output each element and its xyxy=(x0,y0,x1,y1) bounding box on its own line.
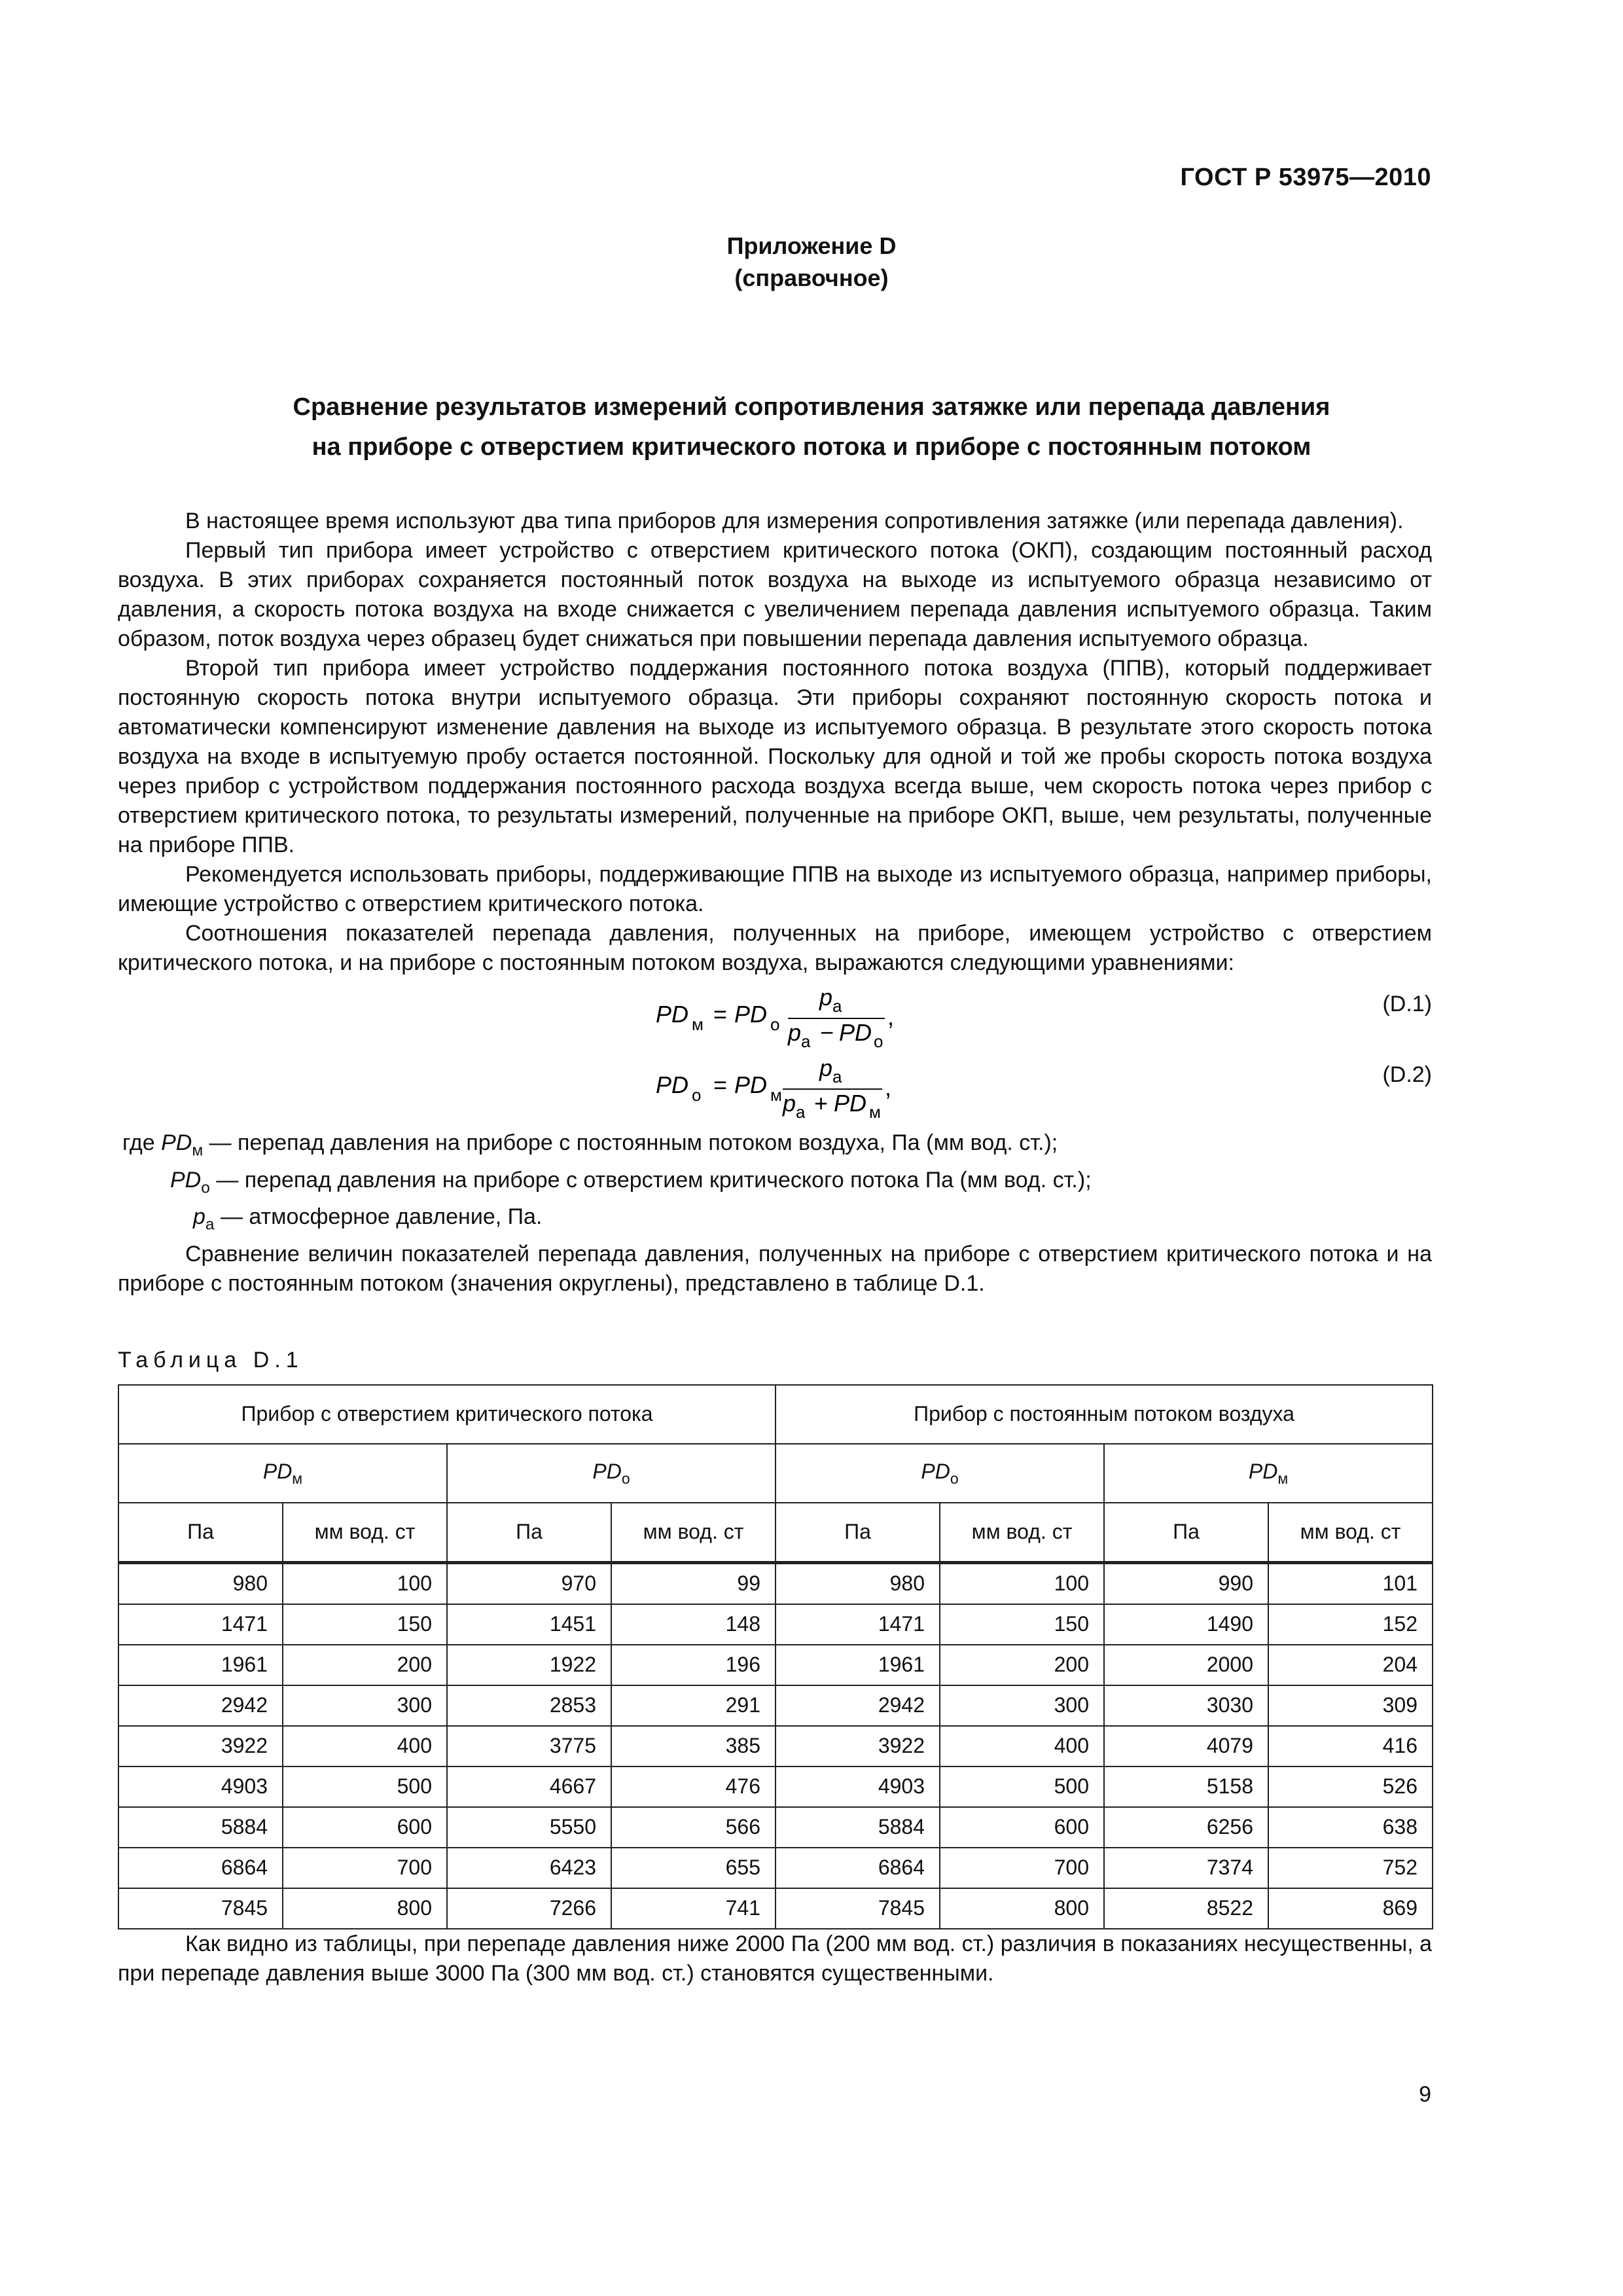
table-cell: 526 xyxy=(1268,1767,1433,1807)
table-cell: 2853 xyxy=(447,1685,611,1726)
table-unit-header: мм вод. ст xyxy=(940,1503,1104,1563)
table-cell: 200 xyxy=(283,1645,447,1685)
table-cell: 400 xyxy=(940,1726,1104,1767)
formula-equals: = xyxy=(713,1071,728,1098)
formula-subscript: м xyxy=(692,1014,704,1034)
formula-subscript: a xyxy=(832,996,842,1016)
table-cell: 980 xyxy=(118,1562,283,1604)
formula-d2-svg xyxy=(118,1049,1099,1119)
table-unit-header: мм вод. ст xyxy=(1268,1503,1433,1563)
table-cell: 741 xyxy=(611,1888,776,1929)
table-cell: 101 xyxy=(1268,1562,1433,1604)
legend-row xyxy=(118,1166,1432,1203)
table-cell: 100 xyxy=(283,1562,447,1604)
formula-operator: − xyxy=(820,1019,834,1046)
table-cell: 3775 xyxy=(447,1726,611,1767)
formula-term: PD xyxy=(656,1071,689,1098)
table-cell: 1451 xyxy=(447,1604,611,1645)
table-cell: 7374 xyxy=(1104,1848,1268,1888)
table-row xyxy=(118,1888,1433,1929)
table-cell: 700 xyxy=(940,1848,1104,1888)
symbol-legend xyxy=(118,1128,1432,1240)
paragraph: В настоящее время используют два типа приборов для измерения сопротивления затяжке (или перепада давления). xyxy=(185,509,1404,533)
formula-denominator: p xyxy=(783,1090,796,1117)
table-unit-header-row xyxy=(118,1503,1433,1563)
table-cell: 980 xyxy=(776,1562,940,1604)
table-cell: 5550 xyxy=(447,1807,611,1848)
table-cell: 2942 xyxy=(118,1685,283,1726)
legend-subscript: a xyxy=(205,1215,215,1234)
appendix-title xyxy=(118,387,1505,467)
appendix-label: Приложение D xyxy=(726,232,897,259)
table-group-header-row xyxy=(118,1385,1433,1444)
table-cell: 800 xyxy=(283,1888,447,1929)
formula-d2 xyxy=(118,1049,1432,1119)
table-group-header: Прибор с отверстием критического потока xyxy=(118,1385,776,1444)
legend-row xyxy=(118,1202,1432,1240)
table-cell: 5884 xyxy=(776,1807,940,1848)
table-subheader-row xyxy=(118,1444,1433,1503)
formula-subscript: a xyxy=(832,1067,842,1086)
paragraph: Первый тип прибора имеет устройство с отверстием критического потока (ОКП), создающим постоянный расход воздуха. В этих приборах сохраняется постоянный поток воздуха на выходе из испытуемого образца независимо от давления, а скорость потока воздуха на входе снижается с увеличением перепада давления испытуемого образца. Таким образом, поток воздуха через образец будет снижаться при повышении перепада давления испытуемого образца. xyxy=(118,538,1432,651)
table-cell: 291 xyxy=(611,1685,776,1726)
table-cell: 200 xyxy=(940,1645,1104,1685)
table-cell: 700 xyxy=(283,1848,447,1888)
table-cell: 3922 xyxy=(118,1726,283,1767)
table-cell: 6864 xyxy=(776,1848,940,1888)
table-cell: 204 xyxy=(1268,1645,1433,1685)
formula-denominator: PD xyxy=(839,1019,872,1046)
formula-numerator: p xyxy=(819,1054,833,1081)
table-cell: 500 xyxy=(940,1767,1104,1807)
formula-comma: , xyxy=(887,1003,895,1030)
paragraph: Рекомендуется использовать приборы, поддерживающие ППВ на выходе из испытуемого образца, например приборы, имеющие устройство с отверстием критического потока. xyxy=(118,862,1432,916)
legend-subscript: о xyxy=(201,1179,210,1197)
table-cell: 1471 xyxy=(776,1604,940,1645)
formula-numerator: p xyxy=(819,984,833,1011)
table-cell: 3922 xyxy=(776,1726,940,1767)
table-cell: 655 xyxy=(611,1848,776,1888)
table-cell: 300 xyxy=(940,1685,1104,1726)
comparison-table xyxy=(118,1384,1433,1929)
subheader-subscript: м xyxy=(292,1469,303,1487)
table-cell: 8522 xyxy=(1104,1888,1268,1929)
legend-row xyxy=(118,1128,1432,1166)
legend-symbol: PD xyxy=(170,1167,202,1193)
table-unit-header: мм вод. ст xyxy=(283,1503,447,1563)
paragraph: Соотношения показателей перепада давления, полученных на приборе, имеющем устройство с отверстием критического потока, и на приборе с постоянным потоком воздуха, выражаются следующими уравнениями: xyxy=(118,921,1432,975)
formula-term: PD xyxy=(734,1001,768,1028)
table-cell: 300 xyxy=(283,1685,447,1726)
table-cell: 990 xyxy=(1104,1562,1268,1604)
table-cell: 7266 xyxy=(447,1888,611,1929)
subheader-subscript: о xyxy=(621,1469,630,1487)
formula-subscript: о xyxy=(770,1014,780,1034)
table-row xyxy=(118,1604,1433,1645)
table-cell: 400 xyxy=(283,1726,447,1767)
table-unit-header: Па xyxy=(118,1503,283,1563)
table-cell: 600 xyxy=(940,1807,1104,1848)
table-row xyxy=(118,1726,1433,1767)
table-row xyxy=(118,1562,1433,1604)
table-cell: 100 xyxy=(940,1562,1104,1604)
subheader-symbol: PD xyxy=(921,1459,950,1483)
table-cell: 476 xyxy=(611,1767,776,1807)
subheader-symbol: PD xyxy=(592,1459,622,1483)
table-cell: 500 xyxy=(283,1767,447,1807)
conclusion-paragraph: Как видно из таблицы, при перепаде давления ниже 2000 Па (200 мм вод. ст.) различия в показаниях несущественны, а при перепаде давления выше 3000 Па (300 мм вод. ст.) становятся существенными. xyxy=(118,1931,1432,1986)
table-unit-header: мм вод. ст xyxy=(611,1503,776,1563)
formula-subscript: о xyxy=(874,1031,883,1049)
formula-d1-svg xyxy=(118,978,1099,1049)
table-cell: 385 xyxy=(611,1726,776,1767)
table-cell: 416 xyxy=(1268,1726,1433,1767)
table-cell: 1471 xyxy=(118,1604,283,1645)
formula-number: (D.1) xyxy=(1382,992,1432,1016)
formula-equals: = xyxy=(713,1001,728,1028)
table-cell: 638 xyxy=(1268,1807,1433,1848)
subheader-symbol: PD xyxy=(262,1459,293,1483)
formula-subscript: a xyxy=(801,1031,811,1049)
legend-symbol: PD xyxy=(161,1130,192,1155)
table-cell: 150 xyxy=(940,1604,1104,1645)
table-cell: 99 xyxy=(611,1562,776,1604)
table-row xyxy=(118,1645,1433,1685)
table-cell: 148 xyxy=(611,1604,776,1645)
table-body xyxy=(118,1562,1433,1929)
table-row xyxy=(118,1685,1433,1726)
table-subheader xyxy=(1104,1444,1433,1503)
formula-term: PD xyxy=(656,1001,689,1028)
table-cell: 752 xyxy=(1268,1848,1433,1888)
subheader-subscript: о xyxy=(950,1469,959,1487)
page-number: 9 xyxy=(1419,2082,1431,2107)
table-unit-header: Па xyxy=(447,1503,611,1563)
table-cell: 196 xyxy=(611,1645,776,1685)
formula-denominator: p xyxy=(788,1019,802,1046)
table-cell: 150 xyxy=(283,1604,447,1645)
table-cell: 1922 xyxy=(447,1645,611,1685)
table-cell: 1961 xyxy=(118,1645,283,1685)
formula-subscript: о xyxy=(692,1085,702,1105)
table-caption: Таблица D.1 xyxy=(118,1347,304,1372)
table-cell: 309 xyxy=(1268,1685,1433,1726)
table-subheader xyxy=(118,1444,447,1503)
table-cell: 800 xyxy=(940,1888,1104,1929)
table-cell: 970 xyxy=(447,1562,611,1604)
table-cell: 4667 xyxy=(447,1767,611,1807)
table-cell: 152 xyxy=(1268,1604,1433,1645)
appendix-heading xyxy=(0,230,1623,294)
legend-text: — перепад давления на приборе с отверстием критического потока Па (мм вод. ст.); xyxy=(209,1167,1092,1193)
table-cell: 2000 xyxy=(1104,1645,1268,1685)
paragraph: Сравнение величин показателей перепада давления, полученных на приборе с отверстием критического потока и на приборе с постоянным потоком (значения округлены), представлено в таблице D.1. xyxy=(118,1241,1432,1296)
appendix-body xyxy=(118,507,1432,1988)
table-cell: 1490 xyxy=(1104,1604,1268,1645)
formula-subscript: a xyxy=(796,1102,806,1119)
table-cell: 3030 xyxy=(1104,1685,1268,1726)
standard-number: ГОСТ Р 53975—2010 xyxy=(1180,164,1431,191)
table-cell: 869 xyxy=(1268,1888,1433,1929)
formula-subscript: м xyxy=(770,1085,782,1105)
table-unit-header: Па xyxy=(776,1503,940,1563)
table-row xyxy=(118,1767,1433,1807)
table-cell: 7845 xyxy=(118,1888,283,1929)
table-unit-header: Па xyxy=(1104,1503,1268,1563)
table-cell: 4903 xyxy=(776,1767,940,1807)
table-cell: 6256 xyxy=(1104,1807,1268,1848)
table-subheader xyxy=(776,1444,1104,1503)
legend-text: — перепад давления на приборе с постоянным потоком воздуха, Па (мм вод. ст.); xyxy=(203,1130,1058,1155)
formula-number: (D.2) xyxy=(1382,1062,1432,1087)
legend-text: — атмосферное давление, Па. xyxy=(214,1204,543,1230)
table-cell: 1961 xyxy=(776,1645,940,1685)
title-line: на приборе с отверстием критического потока и приборе с постоянным потоком xyxy=(312,433,1311,461)
subheader-symbol: PD xyxy=(1248,1459,1278,1483)
formula-d1 xyxy=(118,978,1432,1049)
paragraph: Второй тип прибора имеет устройство поддержания постоянного потока воздуха (ППВ), который поддерживает постоянную скорость потока внутри испытуемого образца. Эти приборы сохраняют постоянную скорость потока и автоматически компенсируют изменение давления на выходе из испытуемого образца. В результате этого скорость потока воздуха на входе в испытуемую пробу остается постоянной. Поскольку для одной и той же пробы скорость потока воздуха через прибор с устройством поддержания постоянного расхода воздуха всегда выше, чем скорость потока через прибор с отверстием критического потока, то результаты измерений, полученные на приборе ОКП, выше, чем результаты, полученные на приборе ППВ. xyxy=(118,656,1432,857)
formula-operator: + xyxy=(814,1090,829,1117)
table-cell: 7845 xyxy=(776,1888,940,1929)
formula-subscript: м xyxy=(869,1102,881,1119)
table-cell: 4903 xyxy=(118,1767,283,1807)
table-cell: 2942 xyxy=(776,1685,940,1726)
table-cell: 5884 xyxy=(118,1807,283,1848)
table-cell: 6423 xyxy=(447,1848,611,1888)
legend-symbol: p xyxy=(193,1204,205,1230)
table-cell: 5158 xyxy=(1104,1767,1268,1807)
table-row xyxy=(118,1807,1433,1848)
subheader-subscript: м xyxy=(1277,1469,1289,1487)
formula-denominator: PD xyxy=(834,1090,867,1117)
legend-subscript: м xyxy=(192,1141,204,1160)
formula-comma: , xyxy=(885,1074,892,1101)
legend-intro: где xyxy=(122,1130,155,1155)
table-subheader xyxy=(447,1444,776,1503)
title-line: Сравнение результатов измерений сопротивления затяжке или перепада давления xyxy=(293,393,1330,421)
table-row xyxy=(118,1848,1433,1888)
table-cell: 600 xyxy=(283,1807,447,1848)
table-cell: 4079 xyxy=(1104,1726,1268,1767)
formula-term: PD xyxy=(734,1071,768,1098)
appendix-status: (справочное) xyxy=(734,264,889,291)
table-cell: 566 xyxy=(611,1807,776,1848)
table-cell: 6864 xyxy=(118,1848,283,1888)
table-group-header: Прибор с постоянным потоком воздуха xyxy=(776,1385,1433,1444)
